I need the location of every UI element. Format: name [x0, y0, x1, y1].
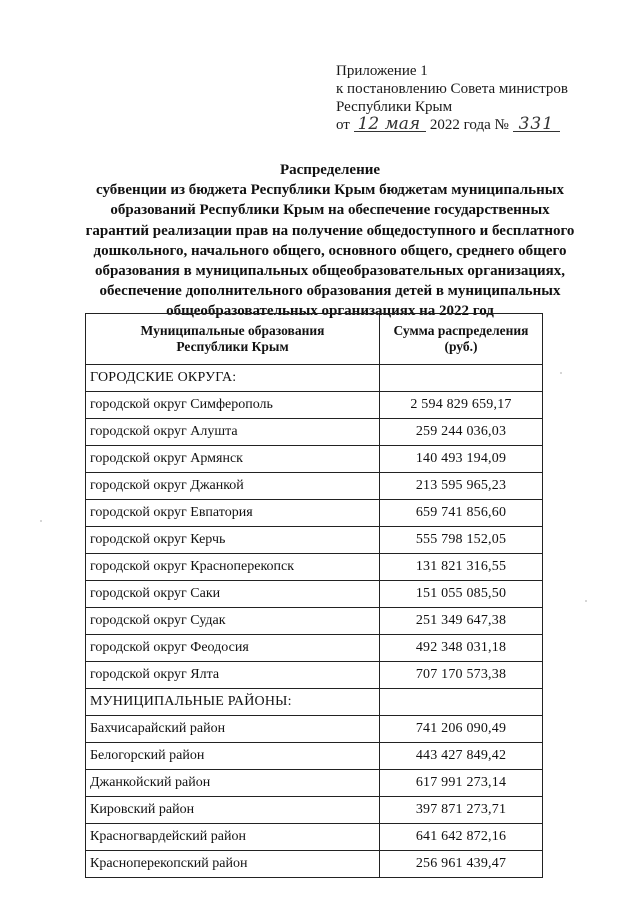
table-row: [86, 419, 543, 446]
distribution-sum: 555 798 152,05: [380, 527, 543, 554]
distribution-sum: 397 871 273,71: [380, 797, 543, 824]
table-row: [86, 527, 543, 554]
table-row: [86, 662, 543, 689]
distribution-sum: 251 349 647,38: [380, 608, 543, 635]
section-title: МУНИЦИПАЛЬНЫЕ РАЙОНЫ:: [86, 689, 380, 716]
section-sum-empty: [380, 689, 543, 716]
table-row: [86, 743, 543, 770]
section-sum-empty: [380, 365, 543, 392]
municipality-name: городской округ Судак: [86, 608, 380, 635]
municipality-name: городской округ Феодосия: [86, 635, 380, 662]
table-row: [86, 851, 543, 878]
distribution-table: [85, 313, 543, 878]
date-suffix: 2022 года №: [429, 117, 509, 133]
col-sum-header-line2: (руб.): [444, 339, 478, 354]
col-sum-header: [380, 314, 543, 365]
distribution-sum: 259 244 036,03: [380, 419, 543, 446]
distribution-sum: 741 206 090,49: [380, 716, 543, 743]
section-row: [86, 689, 543, 716]
municipality-name: городской округ Евпатория: [86, 500, 380, 527]
scan-speck: [40, 520, 42, 522]
document-heading: [80, 160, 580, 322]
distribution-sum: 617 991 273,14: [380, 770, 543, 797]
handwritten-date: 12 мая: [354, 117, 427, 132]
municipality-name: городской округ Керчь: [86, 527, 380, 554]
table-row: [86, 392, 543, 419]
document-subtitle: субвенции из бюджета Республики Крым бюджетам муниципальных образований Республики Крым на обеспечение государственных гарантий реализации прав на получение общедоступного и бесплатного дошкольного, начального общего, основного общего, среднего общего образования в муниципальных общеобразовательных организациях, обеспечение дополнительного образования детей в муниципальных общеобразовательных организациях на 2022 год: [85, 182, 575, 320]
section-row: [86, 365, 543, 392]
municipality-name: Белогорский район: [86, 743, 380, 770]
distribution-sum: 213 595 965,23: [380, 473, 543, 500]
section-title: ГОРОДСКИЕ ОКРУГА:: [86, 365, 380, 392]
distribution-sum: 707 170 573,38: [380, 662, 543, 689]
municipality-name: Джанкойский район: [86, 770, 380, 797]
table-row: [86, 500, 543, 527]
municipality-name: городской округ Джанкой: [86, 473, 380, 500]
appendix-line-2: к постановлению Совета министров: [336, 81, 568, 97]
table-row: [86, 581, 543, 608]
distribution-sum: 151 055 085,50: [380, 581, 543, 608]
date-prefix: от: [336, 117, 350, 133]
distribution-sum: 443 427 849,42: [380, 743, 543, 770]
municipality-name: городской округ Саки: [86, 581, 380, 608]
distribution-sum: 131 821 316,55: [380, 554, 543, 581]
handwritten-number: 331: [513, 117, 560, 132]
appendix-line-1: Приложение 1: [336, 63, 428, 79]
appendix-block: [336, 62, 568, 134]
table-body: [86, 365, 543, 878]
col-municipality-header-line1: Муниципальные образования: [140, 323, 325, 338]
col-municipality-header-line2: Республики Крым: [176, 339, 289, 354]
distribution-sum: 659 741 856,60: [380, 500, 543, 527]
municipality-name: городской округ Симферополь: [86, 392, 380, 419]
appendix-line-3: Республики Крым: [336, 99, 453, 115]
municipality-name: Бахчисарайский район: [86, 716, 380, 743]
table-row: [86, 446, 543, 473]
distribution-sum: 256 961 439,47: [380, 851, 543, 878]
col-municipality-header: [86, 314, 380, 365]
municipality-name: городской округ Армянск: [86, 446, 380, 473]
distribution-sum: 140 493 194,09: [380, 446, 543, 473]
table-row: [86, 554, 543, 581]
municipality-name: городской округ Ялта: [86, 662, 380, 689]
document-title: Распределение: [279, 162, 381, 178]
municipality-name: городской округ Алушта: [86, 419, 380, 446]
scan-speck: [585, 600, 587, 602]
distribution-sum: 2 594 829 659,17: [380, 392, 543, 419]
distribution-sum: 492 348 031,18: [380, 635, 543, 662]
appendix-date-line: [336, 116, 568, 134]
table-header-row: [86, 314, 543, 365]
table-row: [86, 824, 543, 851]
scan-speck: [560, 372, 562, 374]
municipality-name: Красногвардейский район: [86, 824, 380, 851]
municipality-name: городской округ Красноперекопск: [86, 554, 380, 581]
distribution-sum: 641 642 872,16: [380, 824, 543, 851]
table-row: [86, 473, 543, 500]
table-row: [86, 770, 543, 797]
table-row: [86, 635, 543, 662]
municipality-name: Красноперекопский район: [86, 851, 380, 878]
municipality-name: Кировский район: [86, 797, 380, 824]
col-sum-header-line1: Сумма распределения: [393, 323, 529, 338]
table-row: [86, 608, 543, 635]
table-row: [86, 797, 543, 824]
table-row: [86, 716, 543, 743]
